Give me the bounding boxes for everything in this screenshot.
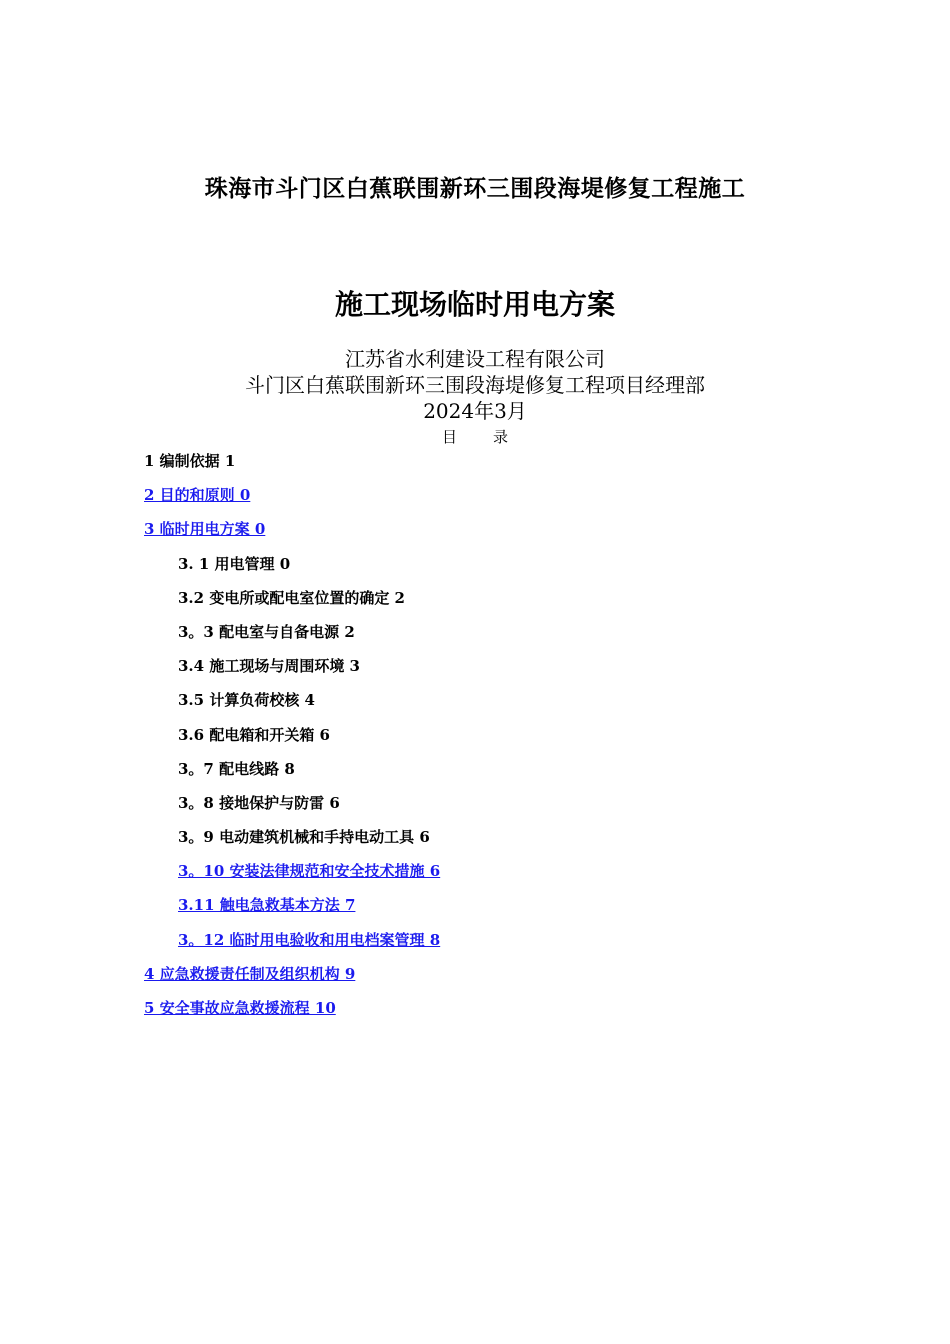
toc-item [0, 825, 950, 859]
toc-link-item[interactable] [0, 517, 950, 551]
toc-item [0, 688, 950, 722]
issuer-block [0, 346, 950, 424]
company-name: 江苏省水利建设工程有限公司 [345, 347, 605, 371]
toc-item-label: 3。7 配电线路 8 [178, 759, 295, 778]
toc-item [0, 449, 950, 483]
toc-heading-left: 目 [441, 428, 457, 446]
toc-link-item[interactable] [0, 928, 950, 962]
toc-item-label[interactable]: 3。12 临时用电验收和用电档案管理 8 [178, 930, 441, 949]
document-subtitle: 施工现场临时用电方案 [334, 288, 615, 321]
toc-heading-right: 录 [493, 428, 509, 446]
toc-heading [0, 426, 950, 447]
toc-link-item[interactable] [0, 996, 950, 1030]
toc-item [0, 757, 950, 791]
toc-item-label: 3.2 变电所或配电室位置的确定 2 [178, 588, 405, 607]
toc-item [0, 723, 950, 757]
toc-item-label: 3。3 配电室与自备电源 2 [178, 622, 355, 641]
toc-item-label: 3.5 计算负荷校核 4 [178, 691, 315, 710]
toc-item-label: 3.4 施工现场与周围环境 3 [178, 657, 360, 676]
toc-item [0, 586, 950, 620]
toc-item-label: 3。8 接地保护与防雷 6 [178, 793, 340, 812]
toc-link-item[interactable] [0, 962, 950, 996]
toc-item [0, 552, 950, 586]
toc-item-label[interactable]: 4 应急救援责任制及组织机构 9 [144, 964, 356, 983]
toc-item-label[interactable]: 3 临时用电方案 0 [144, 520, 266, 539]
issue-date: 2024年3月 [423, 399, 527, 423]
toc-item [0, 654, 950, 688]
toc-item [0, 620, 950, 654]
toc-item-label: 1 编制依据 1 [144, 452, 236, 470]
toc-item-label[interactable]: 5 安全事故应急救援流程 10 [144, 999, 336, 1017]
toc-item-label: 3.6 配电箱和开关箱 6 [178, 725, 330, 744]
toc-link-item[interactable] [0, 859, 950, 893]
department-name: 斗门区白蕉联围新环三围段海堤修复工程项目经理部 [245, 373, 705, 397]
toc-item-label[interactable]: 3.11 触电急救基本方法 7 [178, 896, 356, 915]
toc-link-item[interactable] [0, 483, 950, 517]
document-title: 珠海市斗门区白蕉联围新环三围段海堤修复工程施工 [204, 175, 746, 202]
toc-item-label[interactable]: 2 目的和原则 0 [144, 486, 251, 505]
toc-item-label[interactable]: 3。10 安装法律规范和安全技术措施 6 [178, 862, 441, 881]
toc-item-label: 3. 1 用电管理 0 [178, 554, 291, 573]
toc-link-item[interactable] [0, 893, 950, 927]
table-of-contents [0, 449, 950, 1030]
toc-item-label: 3。9 电动建筑机械和手持电动工具 6 [178, 828, 430, 847]
toc-item [0, 791, 950, 825]
